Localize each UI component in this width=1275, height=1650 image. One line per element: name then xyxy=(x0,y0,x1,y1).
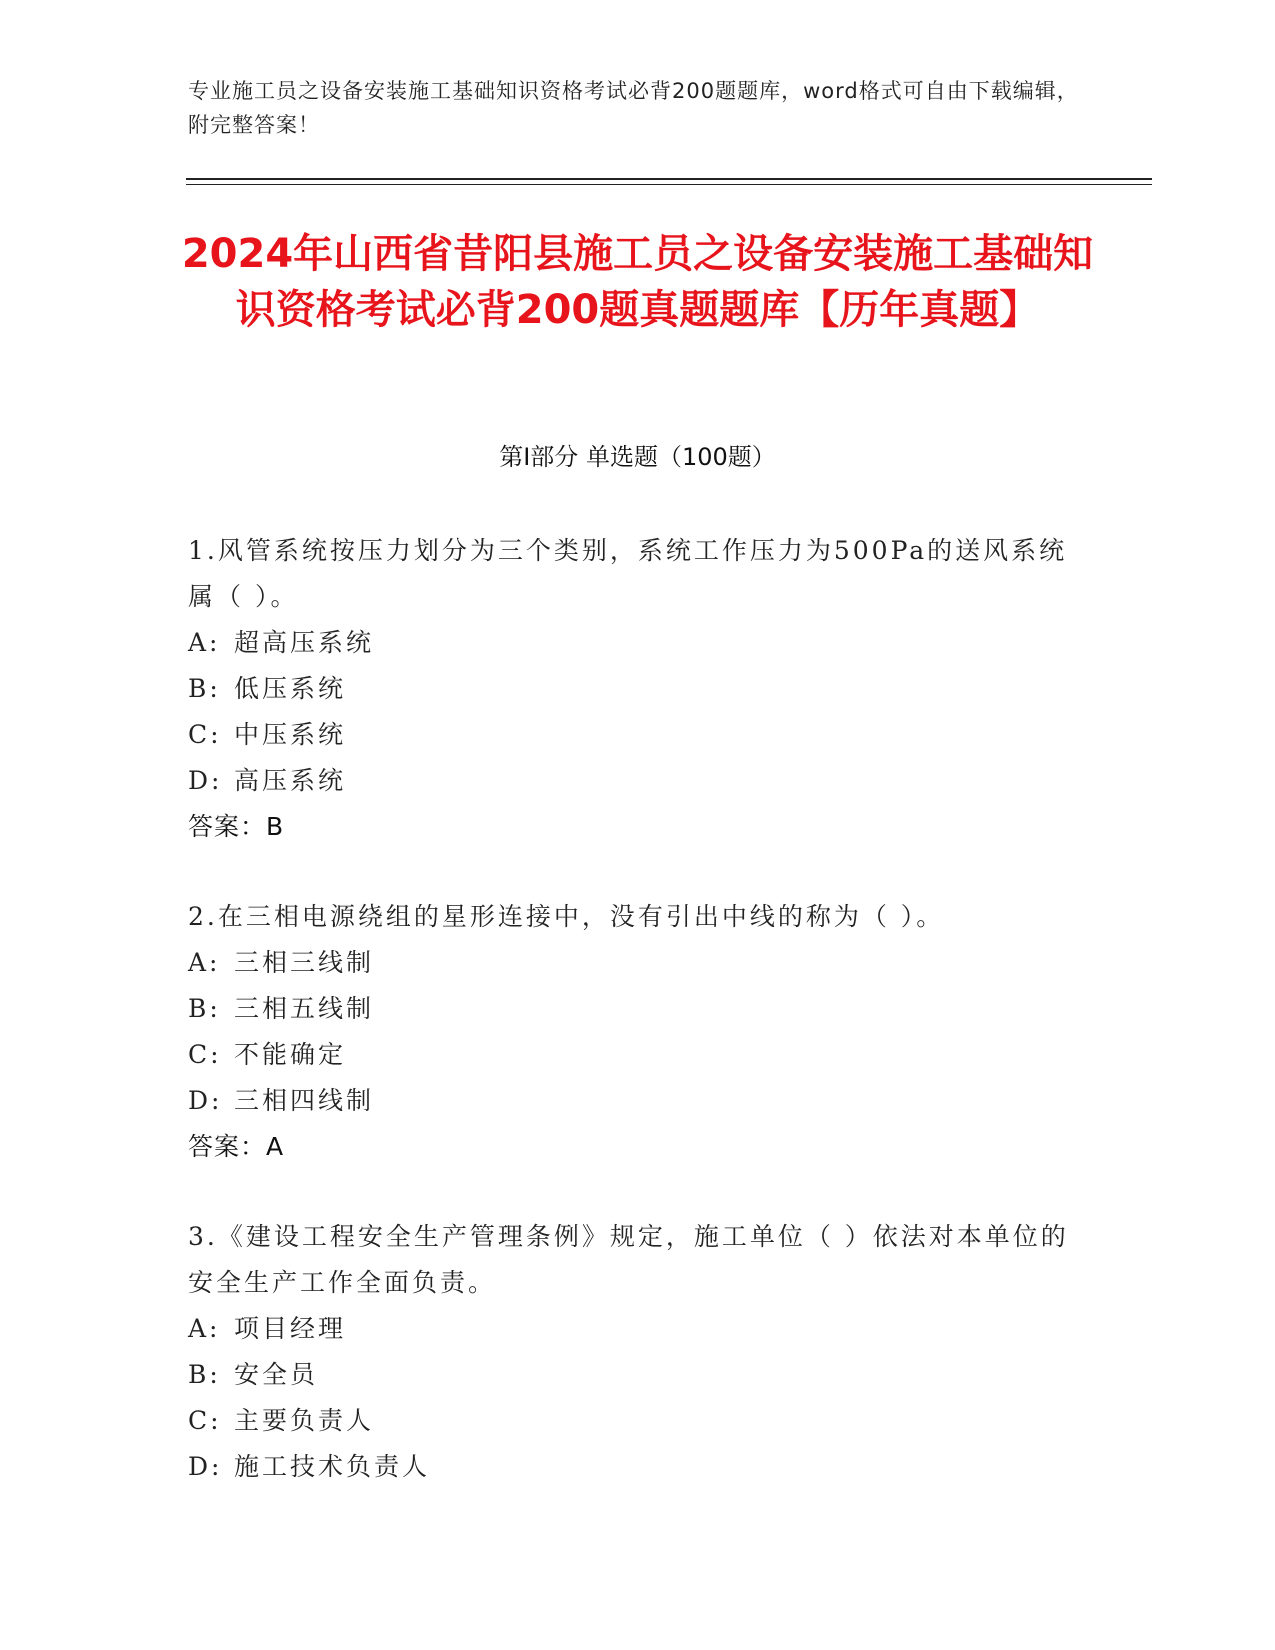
document-title: 2024年山西省昔阳县施工员之设备安装施工基础知识资格考试必背200题真题题库【历年真题】 xyxy=(181,231,1094,333)
option-b xyxy=(188,666,1093,712)
option-text: 项目经理 xyxy=(234,1314,347,1343)
option-letter: A: xyxy=(188,1314,221,1343)
question-stem: 3.《建设工程安全生产管理条例》规定，施工单位（ ）依法对本单位的安全生产工作全面负责。 xyxy=(188,1222,1069,1297)
option-letter: B: xyxy=(188,674,221,703)
option-text: 三相三线制 xyxy=(234,948,375,977)
option-text: 三相四线制 xyxy=(234,1086,375,1115)
header-rule-thick xyxy=(186,178,1152,180)
section-title: 第I部分 单选题（100题） xyxy=(499,443,776,471)
question-item xyxy=(188,528,1093,850)
option-d xyxy=(188,1078,1093,1124)
option-text: 不能确定 xyxy=(234,1040,347,1069)
option-text: 施工技术负责人 xyxy=(234,1452,431,1481)
question-stem: 2.在三相电源绕组的星形连接中，没有引出中线的称为（ ）。 xyxy=(188,902,945,931)
option-letter: C: xyxy=(188,720,222,749)
answer-line: 答案：A xyxy=(188,1132,285,1161)
option-letter: D: xyxy=(188,1452,223,1481)
option-a xyxy=(188,1306,1093,1352)
header-rule-thin xyxy=(186,184,1152,185)
option-letter: C: xyxy=(188,1406,222,1435)
option-b xyxy=(188,1352,1093,1398)
question-list xyxy=(188,528,1093,1534)
option-c xyxy=(188,1398,1093,1444)
option-b xyxy=(188,986,1093,1032)
option-text: 超高压系统 xyxy=(234,628,375,657)
option-d xyxy=(188,1444,1093,1490)
option-letter: A: xyxy=(188,948,221,977)
option-a xyxy=(188,940,1093,986)
option-letter: D: xyxy=(188,766,223,795)
option-letter: C: xyxy=(188,1040,222,1069)
option-d xyxy=(188,758,1093,804)
answer-line: 答案：B xyxy=(188,812,285,841)
header-note: 专业施工员之设备安装施工基础知识资格考试必背200题题库，word格式可自由下载编辑，附完整答案！ xyxy=(188,79,1079,137)
question-item xyxy=(188,894,1093,1170)
option-text: 中压系统 xyxy=(234,720,347,749)
option-text: 安全员 xyxy=(234,1360,319,1389)
option-text: 低压系统 xyxy=(234,674,347,703)
option-a xyxy=(188,620,1093,666)
question-item xyxy=(188,1214,1093,1490)
option-letter: D: xyxy=(188,1086,223,1115)
option-text: 主要负责人 xyxy=(234,1406,375,1435)
option-letter: A: xyxy=(188,628,221,657)
option-c xyxy=(188,1032,1093,1078)
option-c xyxy=(188,712,1093,758)
option-letter: B: xyxy=(188,994,221,1023)
option-text: 三相五线制 xyxy=(234,994,375,1023)
option-letter: B: xyxy=(188,1360,221,1389)
question-stem: 1.风管系统按压力划分为三个类别，系统工作压力为500Pa的送风系统属（ ）。 xyxy=(188,536,1068,611)
option-text: 高压系统 xyxy=(234,766,347,795)
